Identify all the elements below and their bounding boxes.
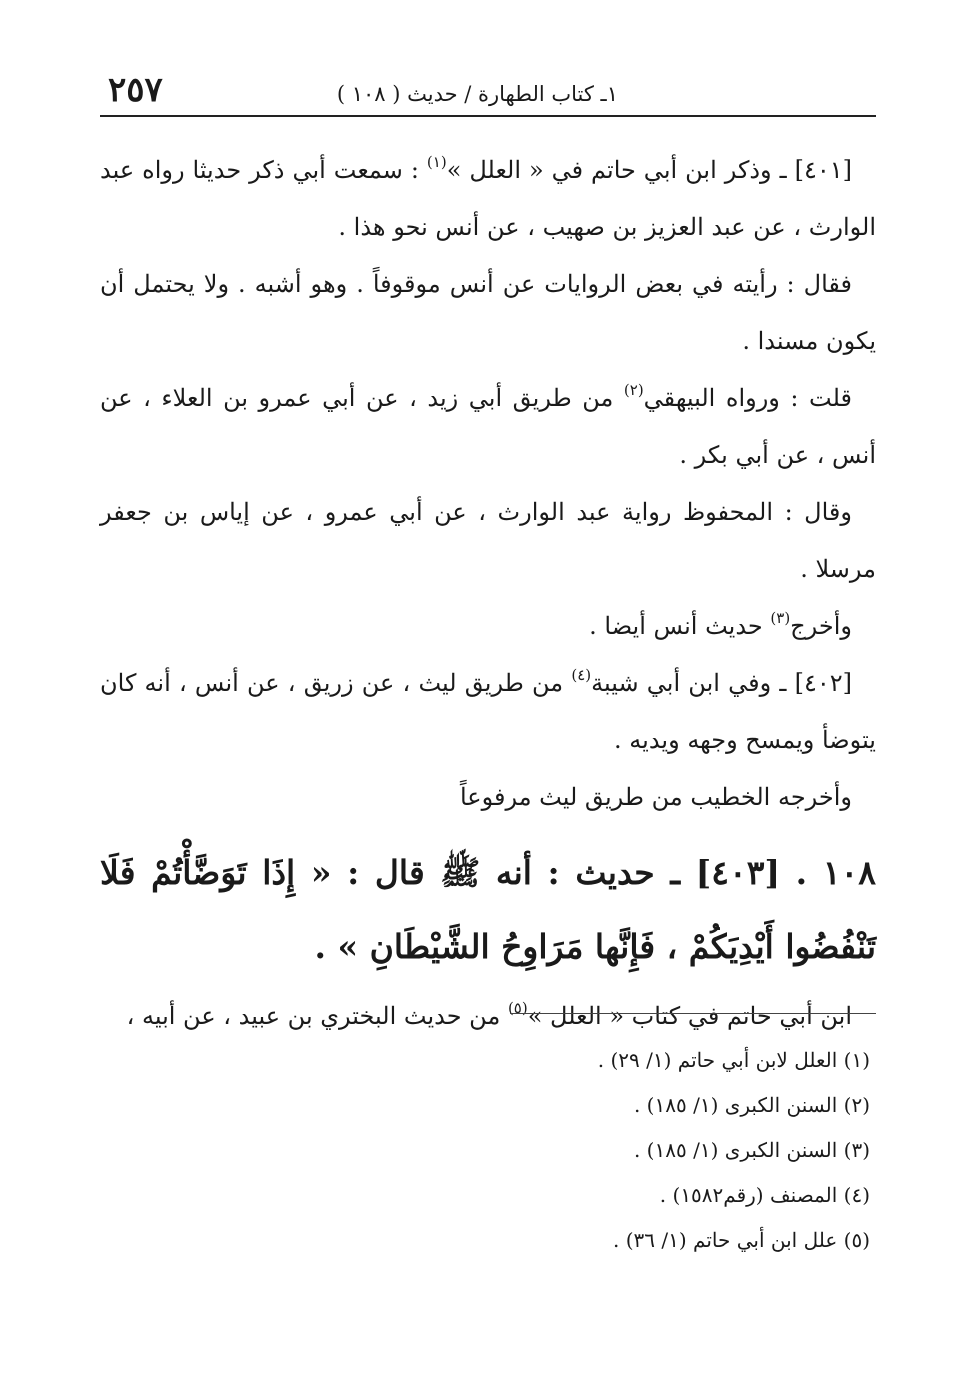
paragraph-402: [100, 655, 876, 769]
page-header: [100, 68, 876, 112]
hadith-heading: ١٠٨ . [٤٠٣] ـ حديث : أنه ﷺ قال : « إِذَا تَوَضَّأْتُمْ فَلَا تَنْفُضُوا أَيْدِيَكُمْ ، فَإِنَّها مَرَاوِحُ الشَّيْطَانِ » .: [100, 853, 876, 966]
paragraph: [100, 370, 876, 484]
footnote-ref: (٤): [571, 666, 592, 684]
paragraph-text: قلت : ورواه البيهقي: [643, 384, 853, 412]
paragraph: [100, 598, 876, 655]
footnote-ref: (٣): [770, 609, 791, 627]
footnote-rule: [510, 1013, 876, 1014]
paragraph-text: [٤٠٢] ـ وفي ابن أبي شيبة: [591, 669, 852, 697]
paragraph-text: [٤٠١] ـ وذكر ابن أبي حاتم في « العلل »: [446, 156, 853, 184]
paragraph: وأخرجه الخطيب من طريق ليث مرفوعاً: [459, 783, 852, 811]
footnote-ref: (٢): [623, 381, 644, 399]
running-title: ١ـ كتاب الطهارة / حديث ( ١٠٨ ): [336, 82, 618, 106]
paragraph-text: من حديث البختري بن عبيد ، عن أبيه ،: [126, 1002, 508, 1030]
footnote-4: (٤) المصنف (رقم١٥٨٢) .: [659, 1183, 870, 1207]
footnote-1: (١) العلل لابن أبي حاتم (١/ ٢٩) .: [597, 1048, 870, 1072]
footnotes: [100, 1038, 870, 1263]
main-text: [100, 142, 876, 1045]
paragraph-401: [100, 142, 876, 256]
paragraph-text: من طريق أبي زيد ، عن أبي عمرو بن العلاء ، عن أنس ، عن أبي بكر .: [100, 384, 876, 469]
paragraph-text: من طريق ليث ، عن زريق ، عن أنس ، أنه كان يتوضأ ويمسح وجهه ويديه .: [100, 669, 876, 754]
paragraph-text: حديث أنس أيضا .: [589, 612, 771, 640]
header-rule: [100, 115, 876, 117]
paragraph: [100, 988, 876, 1045]
page-number: ٢٥٧: [108, 70, 163, 110]
footnote-5: (٥) علل ابن أبي حاتم (١/ ٣٦) .: [612, 1228, 870, 1252]
footnote-ref: (١): [426, 153, 447, 171]
paragraph: وقال : المحفوظ رواية عبد الوارث ، عن أبي عمرو ، عن إياس بن جعفر مرسلا .: [100, 498, 876, 583]
footnote-2: (٢) السنن الكبرى (١/ ١٨٥) .: [633, 1093, 870, 1117]
paragraph-text: ابن أبي حاتم في كتاب « العلل »: [527, 1002, 852, 1030]
paragraph-text: : سمعت أبي ذكر حديثا رواه عبد الوارث ، عن عبد العزيز بن صهيب ، عن أنس نحو هذا .: [100, 156, 876, 241]
paragraph-text: وأخرج: [790, 612, 852, 640]
paragraph: فقال : رأيته في بعض الروايات عن أنس موقوفاً . وهو أشبه . ولا يحتمل أن يكون مسندا .: [100, 270, 876, 355]
footnote-ref: (٥): [507, 999, 528, 1017]
footnote-3: (٣) السنن الكبرى (١/ ١٨٥) .: [633, 1138, 870, 1162]
